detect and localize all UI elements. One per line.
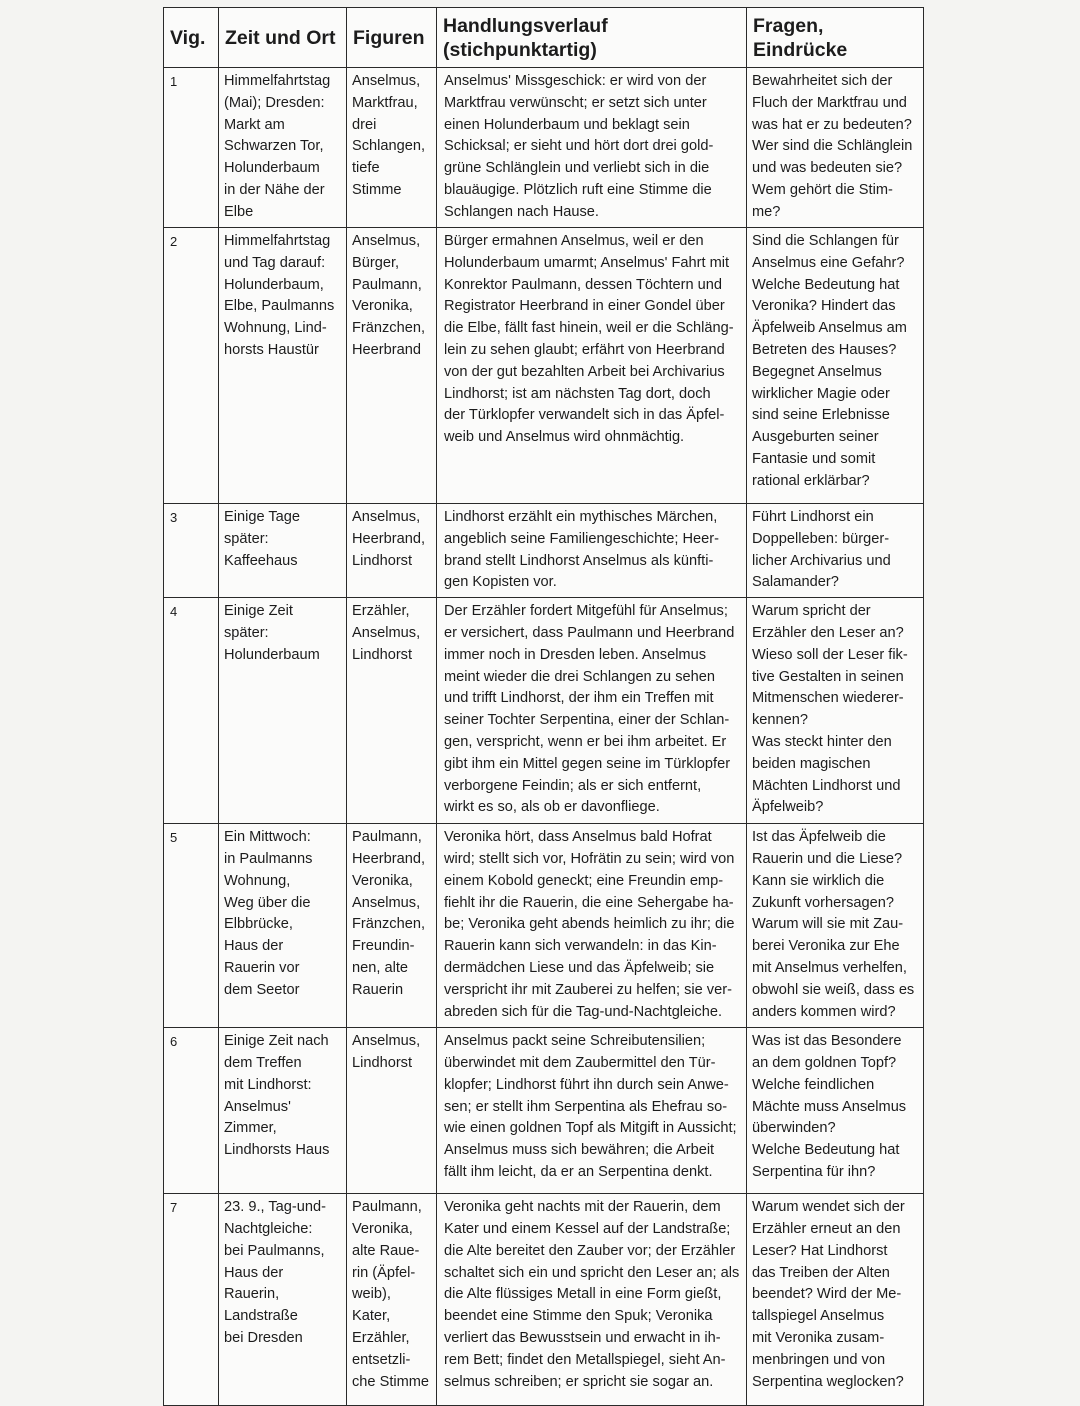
handlungsverlauf-cell: Bürger ermahnen Anselmus, weil er den Holunderbaum umarmt; Anselmus' Fahrt mit Konrektor Paulmann, dessen Töchtern und Registrator Heerbrand in einer Gondel über die Elbe, fällt fast hinein, weil er die Schläng- lein zu sehen glaubt; erfährt von Heerbrand von der gut bezahlten Arbeit bei Archivarius Lindhorst; ist am nächsten Tag dort, doch der Türklopfer verwandelt sich in das Äpfel- weib und Anselmus wird ohnmächtig. bbox=[437, 228, 747, 504]
fragen-cell: Sind die Schlangen für Anselmus eine Gefahr? Welche Bedeutung hat Veronika? Hindert das Äpfelweib Anselmus am Betreten des Hauses? Begegnet Anselmus wirklicher Magie oder sind seine Erlebnisse Ausgeburten seiner Fantasie und somit rational erklärbar? bbox=[747, 228, 924, 504]
header-row bbox=[164, 8, 924, 68]
table-row bbox=[164, 228, 924, 504]
handlungsverlauf-cell: Lindhorst erzählt ein mythisches Märchen, angeblich seine Familiengeschichte; Heer- brand stellt Lindhorst Anselmus als künfti- gen Kopisten vor. bbox=[437, 504, 747, 598]
figuren-cell: Anselmus, Bürger, Paulmann, Veronika, Fränzchen, Heerbrand bbox=[347, 228, 437, 504]
figuren-cell: Paulmann, Heerbrand, Veronika, Anselmus, Fränzchen, Freundin- nen, alte Rauerin bbox=[347, 824, 437, 1028]
header-handlungsverlauf: Handlungsverlauf (stichpunktartig) bbox=[437, 8, 747, 68]
table-row bbox=[164, 598, 924, 824]
zeit-und-ort-cell: 23. 9., Tag-und- Nachtgleiche: bei Paulmanns, Haus der Rauerin, Landstraße bei Dresden bbox=[219, 1194, 347, 1406]
handlungsverlauf-cell: Anselmus packt seine Schreibutensilien; überwindet mit dem Zaubermittel den Tür- klopfer; Lindhorst führt ihn durch sein Anwe- sen; er stellt ihm Serpentina als Ehefrau so- wie einen goldnen Topf als Mitgift in Aussicht; Anselmus muss sich bewähren; die Arbeit fällt ihm leicht, da er an Serpentina denkt. bbox=[437, 1028, 747, 1194]
zeit-und-ort-cell: Himmelfahrtstag und Tag darauf: Holunderbaum, Elbe, Paulmanns Wohnung, Lind- horsts Haustür bbox=[219, 228, 347, 504]
zeit-und-ort-cell: Einige Zeit nach dem Treffen mit Lindhorst: Anselmus' Zimmer, Lindhorsts Haus bbox=[219, 1028, 347, 1194]
vig-number: 5 bbox=[164, 824, 219, 1028]
vig-number: 6 bbox=[164, 1028, 219, 1194]
table-row bbox=[164, 68, 924, 228]
fragen-cell: Was ist das Besondere an dem goldnen Topf? Welche feindlichen Mächte muss Anselmus überwinden? Welche Bedeutung hat Serpentina für ihn? bbox=[747, 1028, 924, 1194]
summary-table bbox=[163, 7, 924, 1406]
vig-number: 7 bbox=[164, 1194, 219, 1406]
table-row bbox=[164, 504, 924, 598]
figuren-cell: Paulmann, Veronika, alte Raue- rin (Äpfel- weib), Kater, Erzähler, entsetzli- che Stimme bbox=[347, 1194, 437, 1406]
fragen-cell: Warum spricht der Erzähler den Leser an? Wieso soll der Leser fik- tive Gestalten in seinen Mitmenschen wiederer- kennen? Was steckt hinter den beiden magischen Mächten Lindhorst und Äpfelweib? bbox=[747, 598, 924, 824]
fragen-cell: Warum wendet sich der Erzähler erneut an den Leser? Hat Lindhorst das Treiben der Alten beendet? Wird der Me- tallspiegel Anselmus mit Veronika zusam- menbringen und von Serpentina weglocken? bbox=[747, 1194, 924, 1406]
zeit-und-ort-cell: Ein Mittwoch: in Paulmanns Wohnung, Weg über die Elbbrücke, Haus der Rauerin vor dem Seetor bbox=[219, 824, 347, 1028]
header-zeit-und-ort: Zeit und Ort bbox=[219, 8, 347, 68]
fragen-cell: Bewahrheitet sich der Fluch der Marktfrau und was hat er zu bedeuten? Wer sind die Schlänglein und was bedeuten sie? Wem gehört die Stim- me? bbox=[747, 68, 924, 228]
header-fragen-eindruecke: Fragen, Eindrücke bbox=[747, 8, 924, 68]
figuren-cell: Anselmus, Heerbrand, Lindhorst bbox=[347, 504, 437, 598]
handlungsverlauf-cell: Der Erzähler fordert Mitgefühl für Anselmus; er versichert, dass Paulmann und Heerbrand immer noch in Dresden leben. Anselmus meint wieder die drei Schlangen zu sehen und trifft Lindhorst, der ihm ein Treffen mit seiner Tochter Serpentina, einer der Schlan- gen, verspricht, wenn er bei ihm arbeitet. Er gibt ihm ein Mittel gegen seine im Türklopfer verborgene Feindin; als er sich entfernt, wirkt es so, als ob er davonfliege. bbox=[437, 598, 747, 824]
header-figuren: Figuren bbox=[347, 8, 437, 68]
handlungsverlauf-cell: Veronika hört, dass Anselmus bald Hofrat wird; stellt sich vor, Hofrätin zu sein; wird von einem Kobold geneckt; eine Freundin emp- fiehlt ihr die Rauerin, die eine Sehergabe ha- be; Veronika geht abends heimlich zu ihr; die Rauerin kann sich verwandeln: in das Kin- dermädchen Liese und das Äpfelweib; sie verspricht ihr mit Zauberei zu helfen; sie ver- abreden sich für die Tag-und-Nachtgleiche. bbox=[437, 824, 747, 1028]
zeit-und-ort-cell: Einige Zeit später: Holunderbaum bbox=[219, 598, 347, 824]
fragen-cell: Ist das Äpfelweib die Rauerin und die Liese? Kann sie wirklich die Zukunft vorhersagen? Warum will sie mit Zau- berei Veronika zur Ehe mit Anselmus verhelfen, obwohl sie weiß, dass es anders kommen wird? bbox=[747, 824, 924, 1028]
vig-number: 4 bbox=[164, 598, 219, 824]
header-vig: Vig. bbox=[164, 8, 219, 68]
handlungsverlauf-cell: Anselmus' Missgeschick: er wird von der Marktfrau verwünscht; er setzt sich unter einen Holunderbaum und beklagt sein Schicksal; er sieht und hört dort drei gold- grüne Schlänglein und verliebt sich in die blauäugige. Plötzlich ruft eine Stimme die Schlangen nach Hause. bbox=[437, 68, 747, 228]
figuren-cell: Anselmus, Lindhorst bbox=[347, 1028, 437, 1194]
vig-number: 2 bbox=[164, 228, 219, 504]
zeit-und-ort-cell: Himmelfahrtstag (Mai); Dresden: Markt am Schwarzen Tor, Holunderbaum in der Nähe der Elbe bbox=[219, 68, 347, 228]
zeit-und-ort-cell: Einige Tage später: Kaffeehaus bbox=[219, 504, 347, 598]
figuren-cell: Erzähler, Anselmus, Lindhorst bbox=[347, 598, 437, 824]
fragen-cell: Führt Lindhorst ein Doppelleben: bürger- licher Archivarius und Salamander? bbox=[747, 504, 924, 598]
table-row bbox=[164, 1028, 924, 1194]
vig-number: 1 bbox=[164, 68, 219, 228]
vig-number: 3 bbox=[164, 504, 219, 598]
table-row bbox=[164, 1194, 924, 1406]
handlungsverlauf-cell: Veronika geht nachts mit der Rauerin, dem Kater und einem Kessel auf der Landstraße; die Alte bereitet den Zauber vor; der Erzähler schaltet sich ein und spricht den Leser an; als die Alte flüssiges Metall in eine Form gießt, beendet eine Stimme den Spuk; Veronika verliert das Bewusstsein und erwacht in ih- rem Bett; findet den Metallspiegel, sieht An- selmus schreiben; er spricht sie sogar an. bbox=[437, 1194, 747, 1406]
table-row bbox=[164, 824, 924, 1028]
figuren-cell: Anselmus, Marktfrau, drei Schlangen, tiefe Stimme bbox=[347, 68, 437, 228]
